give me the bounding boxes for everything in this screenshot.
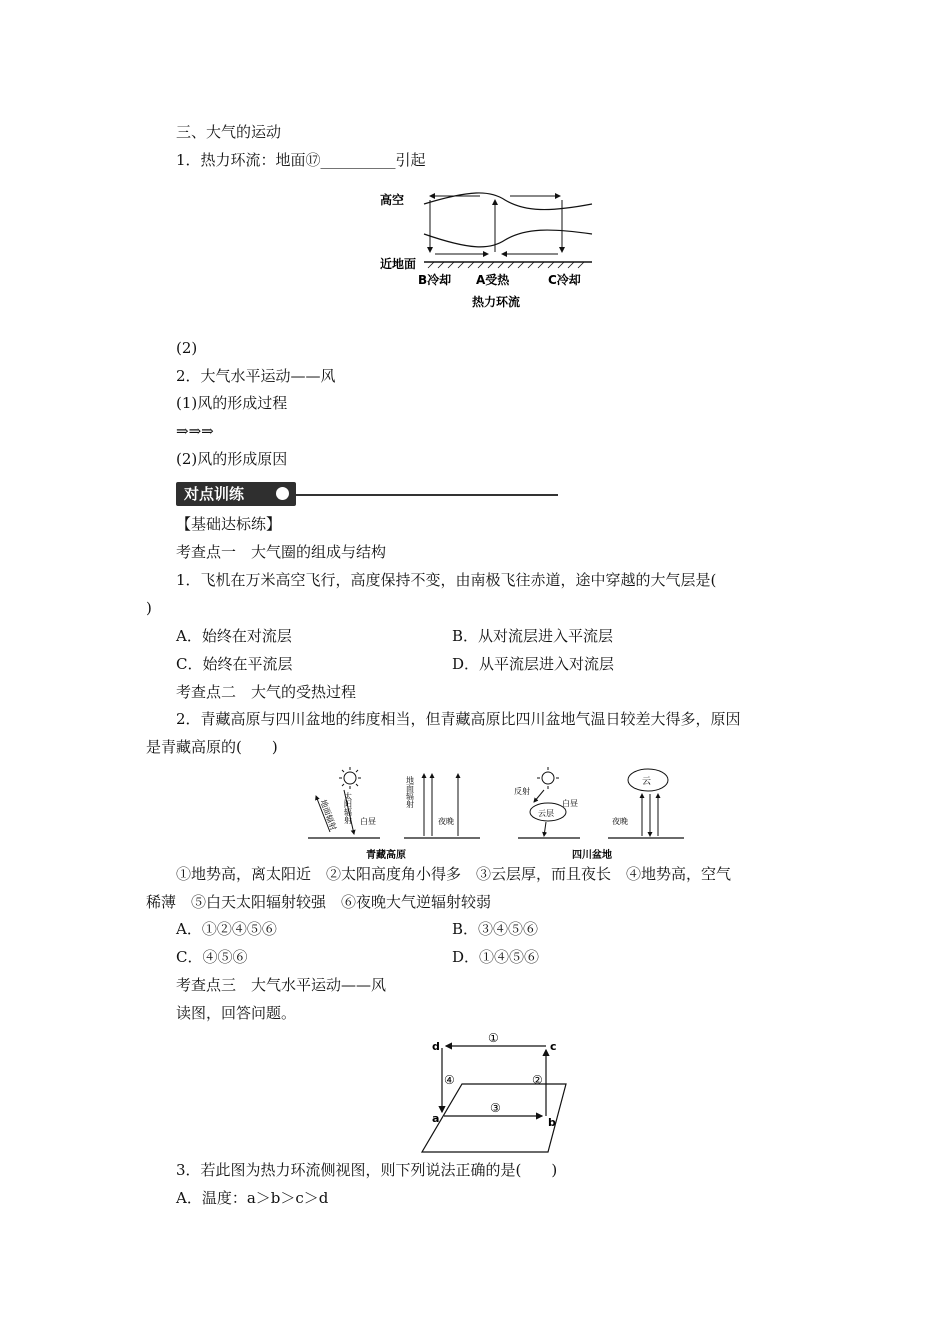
q2-option-b[interactable]: B．③④⑤⑥ bbox=[452, 920, 539, 938]
q2-statements-line-1: ①地势高，离太阳近 ②太阳高度角小得多 ③云层厚，而且夜长 ④地势高，空气 bbox=[176, 865, 732, 883]
banner-label: 对点训练 bbox=[184, 485, 245, 503]
lower-isobar bbox=[424, 230, 592, 247]
point-a: a bbox=[432, 1112, 440, 1125]
sun-icon-2 bbox=[537, 767, 559, 789]
label-ground-radiation: 地面辐射 bbox=[318, 798, 338, 832]
point-b: b bbox=[548, 1116, 556, 1129]
q1-option-a[interactable]: A．始终在对流层 bbox=[176, 627, 292, 645]
q1-option-d[interactable]: D．从平流层进入对流层 bbox=[452, 655, 615, 673]
label-near-ground: 近地面 bbox=[380, 257, 417, 271]
caption-basin: 四川盆地 bbox=[572, 850, 612, 861]
heating-comparison-diagram bbox=[308, 766, 688, 866]
item-2-2: (2)风的形成原因 bbox=[176, 450, 288, 468]
question-3: 3．若此图为热力环流侧视图，则下列说法正确的是( ) bbox=[176, 1161, 558, 1179]
figure-caption: 热力环流 bbox=[472, 295, 521, 309]
item-2-wind: 2．大气水平运动——风 bbox=[176, 367, 336, 385]
label-ground-radiation-2: 地面辐射 bbox=[405, 776, 415, 808]
q3-option-a[interactable]: A．温度：a＞b＞c＞d bbox=[176, 1189, 329, 1207]
label-night: 夜晚 bbox=[438, 817, 454, 826]
label-solar-radiation: 太阳辐射 bbox=[343, 792, 353, 824]
item-1-thermal-circulation: 1．热力环流：地面⑰__________引起 bbox=[176, 151, 426, 169]
label-reflect: 反射 bbox=[514, 787, 530, 796]
read-instruction: 读图，回答问题。 bbox=[176, 1004, 297, 1022]
section-heading: 三、大气的运动 bbox=[176, 123, 282, 141]
label-c-cooling: C冷却 bbox=[548, 273, 581, 287]
process-arrows: ⇒⇒⇒ bbox=[176, 422, 214, 440]
knowledge-point-3: 考查点三 大气水平运动——风 bbox=[176, 976, 387, 994]
item-2-1: (1)风的形成过程 bbox=[176, 394, 288, 412]
label-cloud-layer: 云层 bbox=[538, 809, 554, 818]
caption-plateau: 青藏高原 bbox=[366, 850, 406, 861]
label-day-2: 白昼 bbox=[562, 799, 578, 808]
practice-level: 【基础达标练】 bbox=[176, 515, 282, 533]
label-cloud: 云 bbox=[642, 777, 652, 787]
q2-option-c[interactable]: C．④⑤⑥ bbox=[176, 948, 248, 966]
banner-rule bbox=[296, 494, 558, 496]
point-c: c bbox=[550, 1040, 557, 1053]
arrow-1-label: ① bbox=[488, 1031, 499, 1045]
label-night-2: 夜晚 bbox=[612, 817, 628, 826]
upper-isobar bbox=[424, 193, 592, 210]
arrow-2-label: ② bbox=[532, 1073, 543, 1087]
label-b-cooling: B冷却 bbox=[418, 273, 452, 287]
knowledge-point-2: 考查点二 大气的受热过程 bbox=[176, 683, 357, 701]
question-1-line-2: ) bbox=[146, 599, 152, 617]
label-upper-air: 高空 bbox=[380, 193, 405, 207]
thermal-circulation-diagram bbox=[380, 182, 600, 312]
question-2-line-1: 2．青藏高原与四川盆地的纬度相当，但青藏高原比四川盆地气温日较差大得多，原因 bbox=[176, 710, 741, 728]
question-2-line-2: 是青藏高原的( ) bbox=[146, 738, 278, 756]
question-1-line-1: 1．飞机在万米高空飞行，高度保持不变，由南极飞往赤道，途中穿越的大气层是( bbox=[176, 571, 717, 589]
q2-option-a[interactable]: A．①②④⑤⑥ bbox=[176, 920, 277, 938]
arrow-4-label: ④ bbox=[444, 1073, 455, 1087]
point-d: d bbox=[432, 1040, 440, 1053]
sun-icon bbox=[339, 767, 361, 789]
label-a-heating: A受热 bbox=[476, 273, 510, 287]
arrow-3-label: ③ bbox=[490, 1101, 501, 1115]
q2-option-d[interactable]: D．①④⑤⑥ bbox=[452, 948, 540, 966]
banner-dot bbox=[276, 487, 289, 500]
ground-plane bbox=[422, 1084, 566, 1152]
label-day: 白昼 bbox=[360, 817, 376, 826]
q1-option-c[interactable]: C．始终在平流层 bbox=[176, 655, 293, 673]
q1-option-b[interactable]: B．从对流层进入平流层 bbox=[452, 627, 614, 645]
knowledge-point-1: 考查点一 大气圈的组成与结构 bbox=[176, 543, 387, 561]
q2-statements-line-2: 稀薄 ⑤白天太阳辐射较强 ⑥夜晚大气逆辐射较弱 bbox=[146, 893, 492, 911]
circulation-side-view-diagram bbox=[420, 1030, 580, 1156]
item-1-2: (2) bbox=[176, 339, 198, 357]
